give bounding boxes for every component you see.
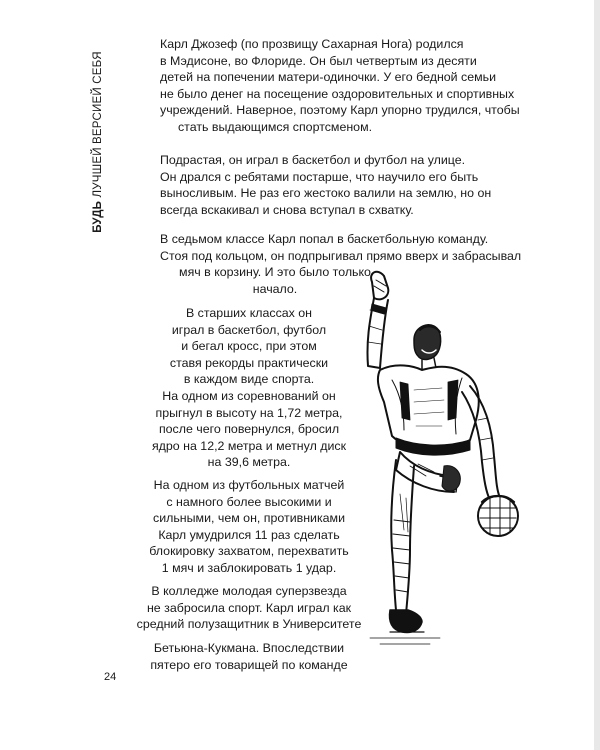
text-line: 1 мяч и заблокировать 1 удар.	[161, 560, 337, 575]
text-line: сильными, чем он, противниками	[153, 511, 345, 526]
text-line: детей на попечении матери-одиночки. У его бедной семьи	[160, 70, 497, 85]
text-line: в Мэдисоне, во Флориде. Он был четвертым из десяти	[160, 53, 477, 68]
text-line: На одном из футбольных матчей	[153, 478, 345, 492]
text-line: с намного более высокими и	[166, 494, 332, 509]
text-line: стать выдающимся спортсменом.	[177, 119, 373, 134]
text-line: пятеро его товарищей по команде	[150, 657, 348, 672]
football-player-illustration	[330, 270, 530, 660]
text-line: всегда вскакивал и снова вступал в схватку.	[160, 202, 414, 217]
text-line: не забросила спорт. Карл играл как	[146, 600, 352, 615]
text-line: Стоя под кольцом, он подпрыгивал прямо вверх и забрасывал	[160, 248, 522, 263]
text-line: после чего повернулся, бросил	[158, 422, 340, 437]
text-line: В седьмом классе Карл попал в баскетбольную команду.	[160, 232, 489, 246]
page-edge	[594, 0, 600, 750]
text-line: Он дрался с ребятами постарше, что научило его быть	[160, 169, 479, 184]
text-line: средний полузащитник в Университете	[136, 617, 362, 632]
text-line: Бетьюна-Кукмана. Впоследствии	[153, 641, 345, 655]
running-head-rest: ЛУЧШЕЙ ВЕРСИЕЙ СЕБЯ	[92, 51, 104, 201]
running-head	[92, 51, 104, 232]
text-line: учреждений. Наверное, поэтому Карл упорно трудился, чтобы	[160, 103, 520, 118]
paragraph-2	[160, 152, 492, 218]
text-line: Подрастая, он играл в баскетбол и футбол на улице.	[160, 153, 466, 167]
text-line: не было денег на посещение оздоровительных и спортивных	[160, 86, 515, 101]
text-line: Карл Джозеф (по прозвищу Сахарная Нога) родился	[160, 37, 464, 51]
text-line: в каждом виде спорта.	[183, 372, 315, 387]
text-line: Карл умудрился 11 раз сделать	[158, 527, 340, 542]
text-line: На одном из соревнований он	[162, 388, 336, 403]
text-line: мяч в корзину. И это было только	[179, 265, 371, 280]
text-line: В старших классах он	[185, 306, 313, 320]
text-line: ставя рекорды практически	[169, 355, 329, 370]
text-line: прыгнул в высоту на 1,72 метра,	[155, 405, 343, 420]
text-line: начало.	[252, 281, 298, 296]
page-number: 24	[104, 671, 117, 683]
text-line: и бегал кросс, при этом	[181, 339, 317, 354]
paragraph-1	[160, 36, 520, 136]
text-line: блокировку захватом, перехватить	[149, 544, 349, 559]
text-line: играл в баскетбол, футбол	[171, 322, 327, 337]
text-line: В колледже молодая суперзвезда	[151, 584, 347, 598]
text-line: ядро на 12,2 метра и метнул диск	[151, 438, 347, 453]
text-line: на 39,6 метра.	[207, 455, 291, 470]
running-head-bold: БУДЬ	[92, 200, 104, 233]
text-line: выносливым. Не раз его жестоко валили на землю, но он	[160, 186, 492, 201]
